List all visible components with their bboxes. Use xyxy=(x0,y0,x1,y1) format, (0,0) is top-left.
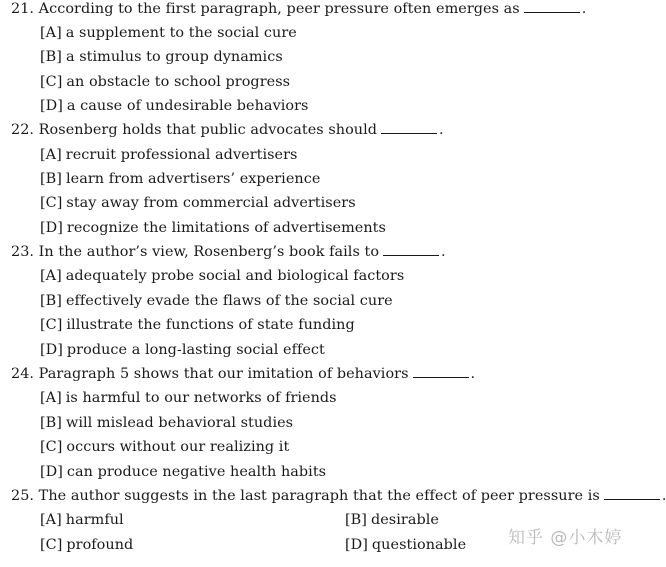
option-21a xyxy=(40,24,297,42)
answer-blank xyxy=(381,121,437,134)
question-stem: In the author’s view, Rosenberg’s book fails to xyxy=(38,244,380,260)
option-letter: [C] xyxy=(40,537,63,553)
question-stem: According to the first paragraph, peer pressure often emerges as xyxy=(38,1,520,17)
option-letter: [B] xyxy=(40,293,62,309)
question-number: 24. xyxy=(11,366,35,382)
option-letter: [B] xyxy=(345,512,367,528)
option-23b xyxy=(40,292,393,310)
question-number: 22. xyxy=(11,122,35,138)
option-24c xyxy=(40,438,289,456)
option-23a xyxy=(40,267,404,285)
option-21d xyxy=(40,97,308,115)
option-21b xyxy=(40,48,283,66)
option-24d xyxy=(40,463,326,481)
option-letter: [A] xyxy=(40,147,62,163)
option-text: questionable xyxy=(371,537,467,553)
option-text: will mislead behavioral studies xyxy=(65,415,294,431)
option-25d xyxy=(345,536,466,554)
option-letter: [D] xyxy=(40,342,63,358)
option-letter: [C] xyxy=(40,317,63,333)
option-letter: [B] xyxy=(40,49,62,65)
option-text: effectively evade the flaws of the social cure xyxy=(65,293,393,309)
question-end: . xyxy=(441,244,446,260)
option-24b xyxy=(40,414,293,432)
option-letter: [B] xyxy=(40,415,62,431)
option-text: desirable xyxy=(370,512,439,528)
question-23 xyxy=(11,243,446,261)
option-letter: [D] xyxy=(40,464,63,480)
option-text: recruit professional advertisers xyxy=(65,147,298,163)
option-letter: [D] xyxy=(40,98,63,114)
question-end: . xyxy=(470,366,476,382)
option-text: a cause of undesirable behaviors xyxy=(66,98,309,114)
option-text: learn from advertisers’ experience xyxy=(65,171,321,187)
option-22a xyxy=(40,146,297,164)
option-letter: [A] xyxy=(40,25,62,41)
option-25a xyxy=(40,511,124,529)
option-23d xyxy=(40,341,325,359)
option-letter: [D] xyxy=(40,220,63,236)
option-text: produce a long-lasting social effect xyxy=(66,342,325,358)
option-24a xyxy=(40,389,337,407)
option-21c xyxy=(40,73,290,91)
option-text: stay away from commercial advertisers xyxy=(66,195,356,211)
option-text: an obstacle to school progress xyxy=(66,74,291,90)
option-letter: [A] xyxy=(40,268,62,284)
option-letter: [C] xyxy=(40,74,63,90)
option-letter: [A] xyxy=(40,390,62,406)
option-text: is harmful to our networks of friends xyxy=(65,390,337,406)
question-end: . xyxy=(581,1,587,17)
option-text: profound xyxy=(66,537,134,553)
option-text: occurs without our realizing it xyxy=(66,439,290,455)
option-25b xyxy=(345,511,439,529)
answer-blank xyxy=(604,487,660,500)
question-end: . xyxy=(661,488,666,504)
option-letter: [C] xyxy=(40,439,63,455)
option-text: can produce negative health habits xyxy=(66,464,327,480)
question-stem: Paragraph 5 shows that our imitation of behaviors xyxy=(38,366,409,382)
question-number: 25. xyxy=(11,488,35,504)
option-22c xyxy=(40,194,356,212)
option-text: illustrate the functions of state funding xyxy=(66,317,355,333)
answer-blank xyxy=(524,0,580,13)
question-end: . xyxy=(439,122,444,138)
question-stem: Rosenberg holds that public advocates should xyxy=(38,122,378,138)
option-text: a stimulus to group dynamics xyxy=(65,49,283,65)
option-letter: [D] xyxy=(345,537,368,553)
watermark: 知乎 @小木婷 xyxy=(508,528,623,548)
option-letter: [B] xyxy=(40,171,62,187)
question-stem: The author suggests in the last paragraph that the effect of peer pressure is xyxy=(38,488,600,504)
option-25c xyxy=(40,536,133,554)
question-21 xyxy=(11,0,586,18)
option-text: adequately probe social and biological factors xyxy=(65,268,405,284)
answer-blank xyxy=(383,243,439,256)
option-text: a supplement to the social cure xyxy=(65,25,297,41)
option-letter: [A] xyxy=(40,512,62,528)
option-text: recognize the limitations of advertisements xyxy=(66,220,386,236)
question-25 xyxy=(11,487,666,505)
option-22b xyxy=(40,170,320,188)
question-22 xyxy=(11,121,444,139)
question-24 xyxy=(11,365,475,383)
option-letter: [C] xyxy=(40,195,63,211)
option-text: harmful xyxy=(65,512,124,528)
answer-blank xyxy=(413,365,469,378)
option-23c xyxy=(40,316,355,334)
question-number: 23. xyxy=(11,244,35,260)
question-number: 21. xyxy=(11,1,35,17)
option-22d xyxy=(40,219,386,237)
